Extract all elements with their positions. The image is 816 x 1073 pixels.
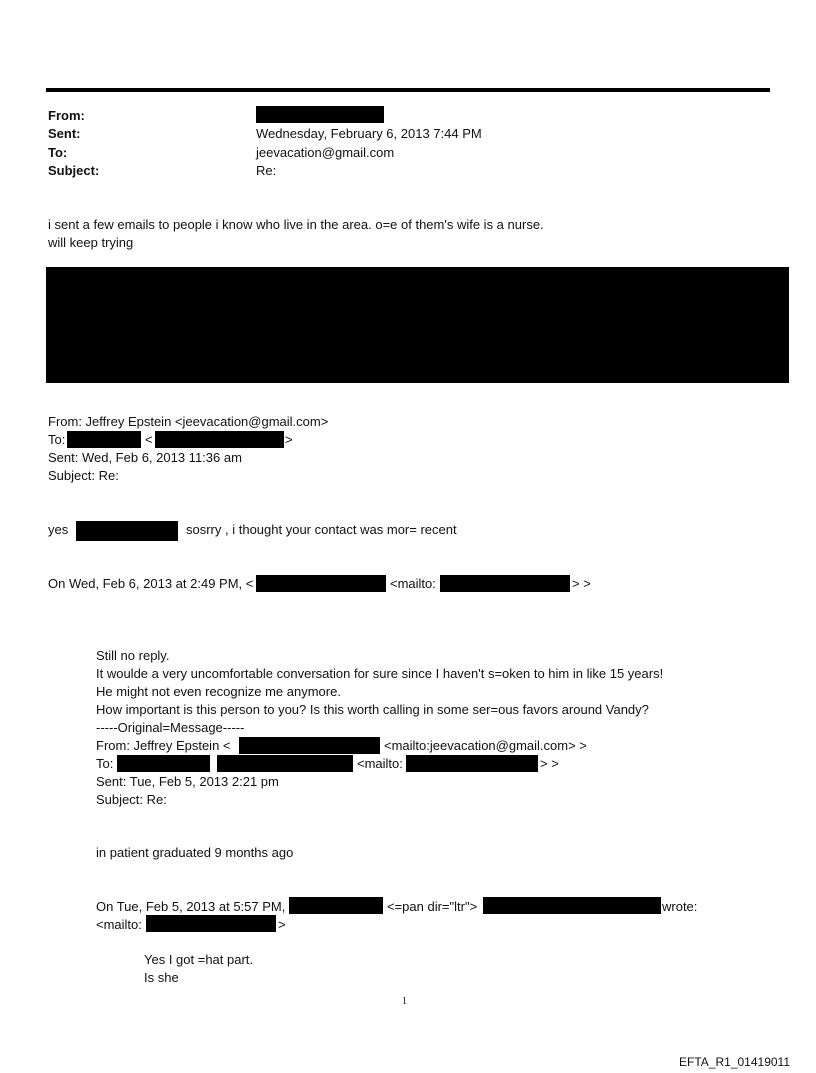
redacted-to-email [155,431,284,448]
redacted-mailto [146,915,276,932]
quoted2-on-mid: <=pan dir="ltr"> [387,899,478,914]
quoted-subject: Subject: Re: [48,468,119,483]
quoted-to-prefix: To: [48,432,66,447]
reply-yes-text: sosrry , i thought your contact was mor= recent [186,522,457,537]
quoted-from: From: Jeffrey Epstein <jeevacation@gmail.com> [48,414,329,429]
redacted-from-value [256,106,384,123]
quoted3-line: Is she [144,970,179,985]
to-label: To: [48,145,68,160]
quoted-sent: Sent: Wed, Feb 6, 2013 11:36 am [48,450,242,465]
quoted2-to-mailto: <mailto: [357,756,403,771]
from-label: From: [48,108,85,123]
quoted-to-gt: > [285,432,293,447]
quoted2-mailto-prefix: <mailto: [96,917,142,932]
sent-value: Wednesday, February 6, 2013 7:44 PM [256,126,482,141]
quoted2-line: -----Original=Message----- [96,720,245,735]
quoted2-from-prefix: From: Jeffrey Epstein < [96,738,231,753]
redacted-sender [256,575,386,592]
redacted-block [46,267,789,383]
body-line: i sent a few emails to people i know who live in the area. o=e of them's wife is a nurse. [48,217,544,232]
redacted-email [483,897,661,914]
quoted2-line: How important is this person to you? Is this worth calling in some ser=ous favors around Vandy? [96,702,649,717]
quoted2-sent: Sent: Tue, Feb 5, 2013 2:21 pm [96,774,279,789]
quoted2-from-suffix: <mailto:jeevacation@gmail.com> > [384,738,587,753]
on-date-mailto: <mailto: [390,576,436,591]
quoted2-to-end: > > [540,756,559,771]
header-rule [46,88,770,92]
quoted3-line: Yes I got =hat part. [144,952,254,967]
quoted2-on-prefix: On Tue, Feb 5, 2013 at 5:57 PM, [96,899,286,914]
quoted2-wrote: wrote: [662,899,698,914]
quoted2-line: Still no reply. [96,648,170,663]
to-value: jeevacation@gmail.com [256,145,395,160]
redacted-to-name [117,755,210,772]
redacted-to-name [67,431,141,448]
on-date-end: > > [572,576,591,591]
subject-value: Re: [256,163,277,178]
on-date-prefix: On Wed, Feb 6, 2013 at 2:49 PM, < [48,576,254,591]
reply-yes-prefix: yes [48,522,69,537]
bates-number: EFTA_R1_01419011 [679,1055,790,1069]
redacted-mailto [406,755,538,772]
quoted2-line: It woulde a very uncomfortable conversation for sure since I haven't s=oken to him in like 15 years! [96,666,664,681]
sent-label: Sent: [48,126,81,141]
quoted-to-lt: < [145,432,153,447]
quoted2-mailto-end: > [278,917,286,932]
quoted2-subject: Subject: Re: [96,792,167,807]
subject-label: Subject: [48,163,100,178]
quoted2-to-prefix: To: [96,756,114,771]
page-number: 1 [402,996,407,1007]
quoted2-line: He might not even recognize me anymore. [96,684,341,699]
redacted-to-email [217,755,353,772]
redacted-email [440,575,570,592]
redacted-email [239,737,380,754]
quoted2-patient: in patient graduated 9 months ago [96,845,294,860]
redacted-name [76,521,178,541]
redacted-sender [289,897,383,914]
body-line: will keep trying [48,235,134,250]
